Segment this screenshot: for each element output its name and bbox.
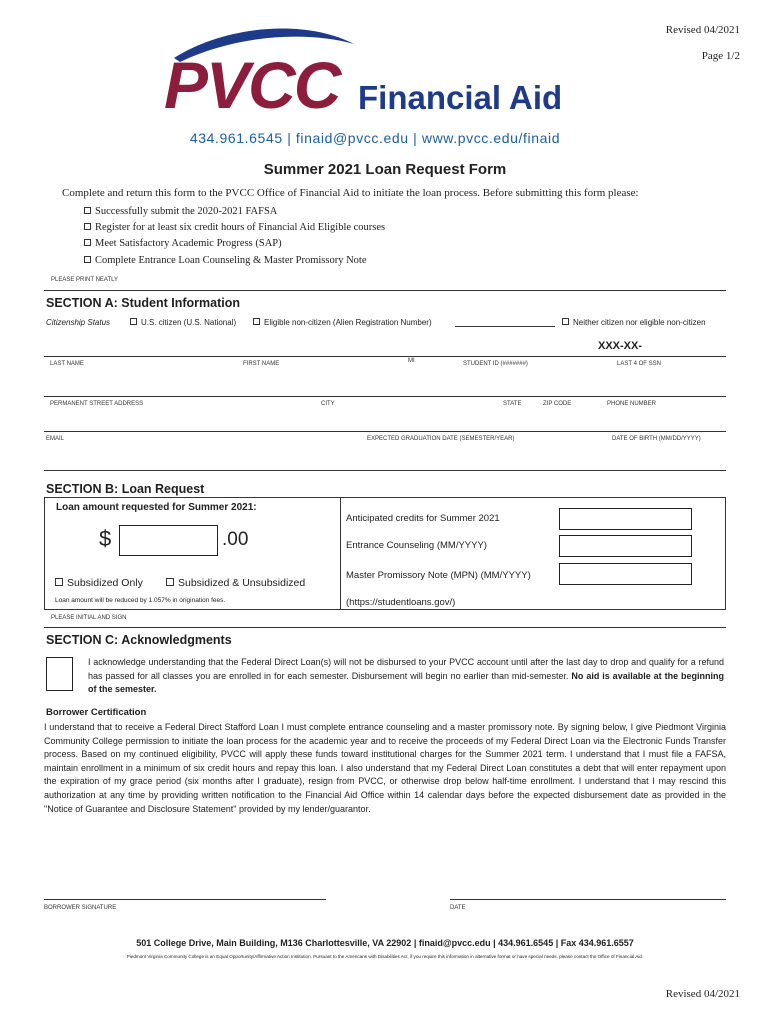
zip-label: ZIP CODE (543, 401, 572, 407)
signature-line[interactable] (44, 899, 326, 900)
list-item: Complete Entrance Loan Counseling & Master Promissory Note (84, 253, 385, 269)
divider (44, 627, 726, 628)
pvcc-logo (164, 18, 604, 128)
initial-sign-label: PLEASE INITIAL AND SIGN (51, 615, 127, 621)
checkbox-icon (84, 223, 91, 230)
footer-address: 501 College Drive, Main Building, M136 Charlottesville, VA 22902 | finaid@pvcc.edu | 434.961.6545 | Fax 434.961.6557 (136, 938, 634, 948)
last-name-label: LAST NAME (50, 361, 84, 367)
row3-line[interactable] (44, 431, 726, 432)
neither-citizen-option[interactable]: Neither citizen nor eligible non-citizen (562, 318, 706, 327)
counseling-label: Entrance Counseling (MM/YYYY) (346, 540, 487, 551)
student-id-label: STUDENT ID (#######) (463, 361, 528, 367)
checkbox-icon[interactable] (562, 318, 569, 325)
mi-label: MI (408, 358, 415, 364)
section-b-title: SECTION B: Loan Request (46, 482, 205, 496)
credits-input[interactable] (559, 508, 692, 530)
credits-label: Anticipated credits for Summer 2021 (346, 513, 500, 524)
sub-unsub-option[interactable]: Subsidized & Unsubsidized (166, 577, 305, 589)
dollar-sign: $ (99, 526, 112, 551)
list-item: Register for at least six credit hours of Financial Aid Eligible courses (84, 220, 385, 236)
checkbox-icon[interactable] (130, 318, 137, 325)
dob-label: DATE OF BIRTH (MM/DD/YYYY) (612, 436, 701, 442)
section-c-title: SECTION C: Acknowledgments (46, 633, 232, 647)
eligible-noncitizen-option[interactable]: Eligible non-citizen (Alien Registration Number) (253, 318, 432, 327)
logo-pvcc-text: PVCC (164, 48, 340, 122)
mpn-label: Master Promissory Note (MPN) (MM/YYYY) (346, 570, 531, 581)
section-a-title: SECTION A: Student Information (46, 296, 240, 310)
subsidized-only-option[interactable]: Subsidized Only (55, 577, 143, 589)
row4-line (44, 470, 726, 471)
certification-title: Borrower Certification (46, 707, 147, 718)
cents-label: .00 (222, 529, 249, 550)
loan-amount-label: Loan amount requested for Summer 2021: (56, 502, 257, 513)
checkbox-icon[interactable] (253, 318, 260, 325)
acknowledgment-initial-box[interactable] (46, 657, 73, 691)
signature-label: BORROWER SIGNATURE (44, 905, 117, 911)
date-line[interactable] (450, 899, 726, 900)
street-address-label: PERMANENT STREET ADDRESS (50, 401, 144, 407)
mpn-url[interactable]: (https://studentloans.gov/) (346, 597, 456, 608)
checkbox-icon[interactable] (166, 578, 174, 586)
graduation-date-label: EXPECTED GRADUATION DATE (SEMESTER/YEAR) (367, 436, 515, 442)
form-title: Summer 2021 Loan Request Form (263, 161, 507, 178)
city-label: CITY (321, 401, 335, 407)
intro-text: Complete and return this form to the PVCC Office of Financial Aid to initiate the loan process. Before submitting this form please: (62, 187, 639, 199)
list-item: Meet Satisfactory Academic Progress (SAP) (84, 236, 385, 252)
print-neatly-label: PLEASE PRINT NEATLY (51, 277, 119, 283)
counseling-date-input[interactable] (559, 535, 692, 557)
contact-line: 434.961.6545 | finaid@pvcc.edu | www.pvcc.edu/finaid (189, 130, 561, 146)
list-item: Successfully submit the 2020-2021 FAFSA (84, 204, 385, 220)
checkbox-icon (84, 239, 91, 246)
logo-financial-aid-text: Financial Aid (358, 79, 563, 116)
row2-line[interactable] (44, 396, 726, 397)
citizenship-label: Citizenship Status (46, 318, 111, 327)
ssn-prefix: XXX-XX- (598, 340, 643, 352)
citizen-option[interactable]: U.S. citizen (U.S. National) (130, 318, 236, 327)
requirements-list (84, 204, 385, 269)
footer-revised-date: Revised 04/2021 (665, 988, 740, 1000)
no-aid-notice: No aid is available at the beginning of the semester. (88, 670, 724, 695)
footer-disclaimer: Piedmont Virginia Community College is an Equal Opportunity/Affirmative Action Institution. Pursuant to the Americans with Disabilities Act, if you require this information in alternative format or have special needs, please contact the Office of Financial Aid. (126, 954, 644, 959)
acknowledgment-text: I acknowledge understanding that the Federal Direct Loan(s) will not be disbursed to your PVCC account until after the last day to drop and qualify for a refund has passed for all classes you are enrolled in for each semester. Disbursement will begin no earlier than mid-semester. No aid is available at the beginning of the semester. (88, 657, 724, 695)
checkbox-icon[interactable] (55, 578, 63, 586)
row1-line[interactable] (44, 356, 726, 357)
divider (44, 290, 726, 291)
email-label: EMAIL (46, 436, 65, 442)
mpn-date-input[interactable] (559, 563, 692, 585)
date-label: DATE (450, 905, 466, 911)
loan-amount-input[interactable] (119, 525, 218, 556)
revised-date: Revised 04/2021 (665, 24, 740, 36)
ssn-label: LAST 4 OF SSN (617, 361, 661, 367)
phone-label: PHONE NUMBER (607, 401, 657, 407)
alien-number-field[interactable] (455, 326, 555, 327)
first-name-label: FIRST NAME (243, 361, 280, 367)
state-label: STATE (503, 401, 522, 407)
checkbox-icon (84, 207, 91, 214)
checkbox-icon (84, 256, 91, 263)
fee-note: Loan amount will be reduced by 1.057% in origination fees. (55, 597, 226, 604)
page-number: Page 1/2 (701, 50, 740, 62)
certification-text: I understand that to receive a Federal Direct Stafford Loan I must complete entrance counseling and a master promissory note. By signing below, I give Piedmont Virginia Community College permission to initiate the loan process for the academic year and to receive the proceeds of my Federal Direct Loan via the Electronic Funds Transfer process. Based on my continued eligibility, PVCC will apply these funds toward institutional charges for the Summer 2021 term. I understand that I must file a FAFSA, maintain enrollment in a minimum of six credit hours and repay this loan. I also understand that my Federal Direct Loan constitutes a debt that will enter repayment upon the expiration of my grace period (six months after I graduate), resign from PVCC, or otherwise drop below half-time enrollment. I understand that I may rescind this authorization at any time by providing written notification to the Financial Aid Office within 14 calendar days before the expected disbursement date as provided in the "Notice of Guarantee and Disclosure Statement" provided by my lender/guarantor. (44, 722, 726, 814)
